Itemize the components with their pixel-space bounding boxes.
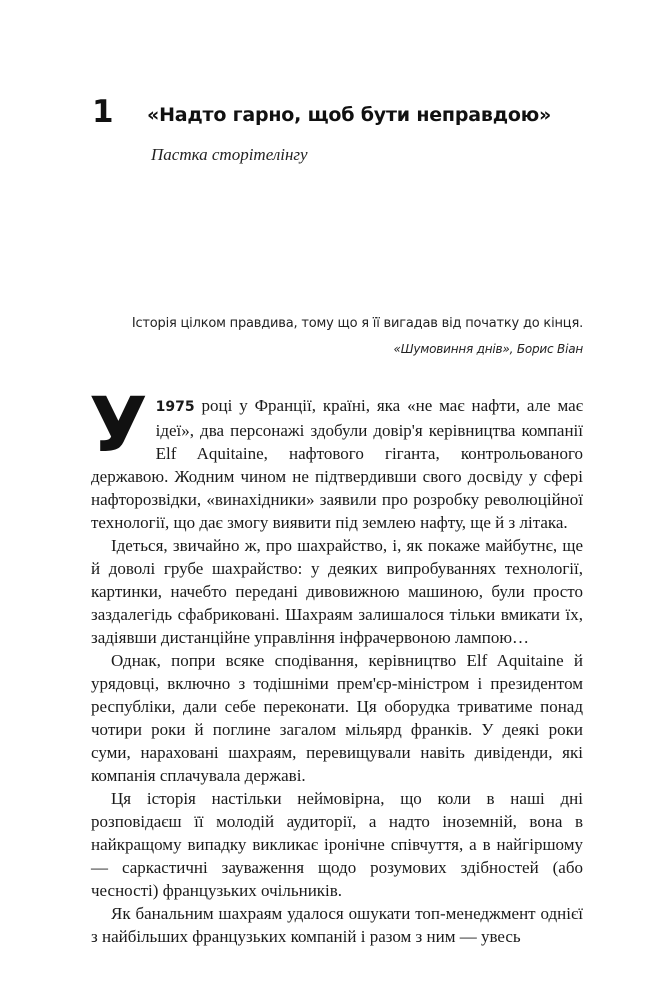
epigraph-text: Історія цілком правдива, тому що я її вигадав від початку до кінця. bbox=[131, 316, 583, 331]
epigraph bbox=[103, 314, 583, 358]
paragraph: Однак, попри всяке сподівання, керівництво Elf Aquitaine й урядовці, включно з тодішніми прем'єр-міністром і президентом республіки, дали себе переконати. Ця оборудка триватиме понад чотири роки й поглине загалом мільярд франків. У деякі роки суми, нараховані шахраям, перевищували навіть дивіденди, які компанія сплачувала державі. bbox=[91, 651, 583, 785]
chapter-number: 1 bbox=[92, 94, 114, 130]
paragraph: Ця історія настільки неймовірна, що коли в наші дні розповідаєш її молодій аудиторії, а надто іноземній, вона в найкращому випадку викликає іронічне співчуття, а в найгіршому — саркастичні зауваження щодо розумових здібностей (або чесності) французьких очільників. bbox=[91, 789, 583, 900]
paragraph: Як банальним шахраям удалося ошукати топ-менеджмент однієї з найбільших французьких компаній і разом з ним — увесь bbox=[91, 904, 583, 946]
chapter-title: «Надто гарно, щоб бути неправдою» bbox=[147, 104, 552, 126]
paragraph bbox=[89, 380, 583, 534]
drop-cap: У bbox=[89, 380, 148, 469]
paragraph-text: році у Франції, країні, яка «не має нафти, але має ідеї», два персонажі здобули довір'я керівництва компанії Elf Aquitaine, нафтового гіганта, контрольованого державою. Жодним чином не підтвердивши свого досвіду у сфері нафторозвідки, «винахідники» заявили про розробку революційної технології, що дає змогу виявити під землею нафту, ще й з літака. bbox=[91, 396, 583, 532]
body-text bbox=[89, 380, 583, 948]
paragraph: Ідеться, звичайно ж, про шахрайство, і, як покаже майбутнє, ще й доволі грубе шахрайство: у деяких випробуваннях технології, картинки, начебто передані дивовижною машиною, були просто заздалегідь сфабриковані. Шахраям залишалося тільки вмикати їх, задіявши дистанційне управління інфрачервоною лампою… bbox=[91, 536, 583, 647]
chapter-subtitle: Пастка сторітелінгу bbox=[151, 145, 308, 164]
lead-year: 1975 bbox=[155, 399, 195, 415]
epigraph-source: «Шумовиння днів», Борис Віан bbox=[393, 342, 583, 356]
